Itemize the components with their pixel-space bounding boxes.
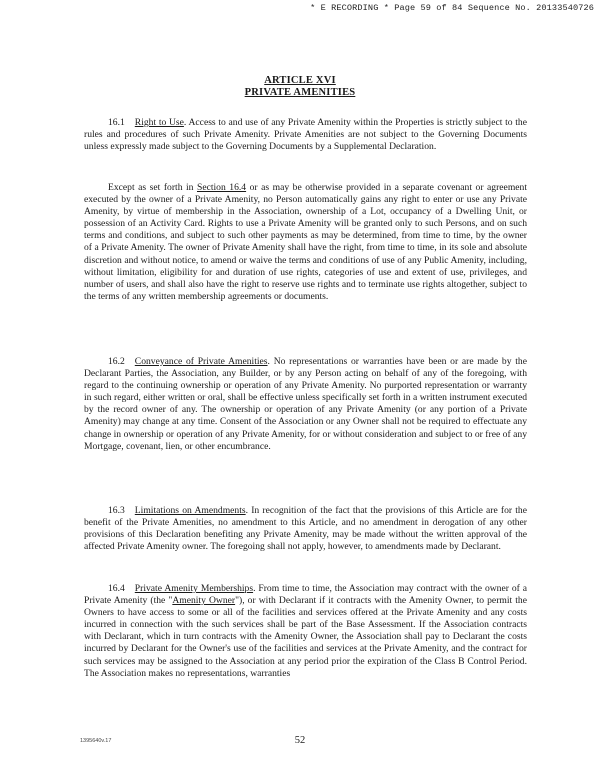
document-id: 1395640v.17 <box>80 738 112 744</box>
section-heading: Private Amenity Memberships <box>134 583 254 594</box>
defined-term: Amenity Owner <box>172 595 236 607</box>
section-16-1 <box>84 117 527 153</box>
section-16-2 <box>84 356 527 453</box>
section-body: . In recognition of the fact that the provisions of this Article are for the benefit of the Private Amenities, no amendment to this Article, and no amendment in derogation of any other provisions of this Declaration benefiting any Private Amenity, may be made without the written approval of the affected Private Amenity owner. The foregoing shall not apply, however, to amendments made by Declarant. <box>84 505 527 553</box>
section-number: 16.4 <box>108 583 125 594</box>
section-16-4 <box>84 583 527 680</box>
section-body: . No representations or warranties have been or are made by the Declarant Parties, the Association, any Builder, or by any Person acting on behalf of any of the foregoing, with regard to the continuing ownership or operation of any Private Amenity. No purported representation or warranty in such regard, either written or oral, shall be effective unless specifically set forth in a written instrument executed by the record owner of any. The ownership or operation of any Private Amenity (or any portion of a Private Amenity) may change at any time. Consent of the Association or any Owner shall not be required to effectuate any change in ownership or operation of any Private Amenity, for or without consideration and subject to or free of any Mortgage, covenant, lien, or other encumbrance. <box>84 356 527 452</box>
article-number: ARTICLE XVI <box>264 75 336 86</box>
section-16-3 <box>84 505 527 553</box>
section-body-continued: "), or with Declarant if it contracts with the Amenity Owner, to permit the Owners to have access to some or all of the facilities and services offered at the Private Amenity and any costs incurred in connection with the such services shall be part of the Base Assessment. If the Association contracts with Declarant, which in turn contracts with the Amenity Owner, the Association shall pay to Declarant the costs incurred by Declarant for the Owner's use of the facilities and services at the Private Amenity, and the contract for such services may be assigned to the Association at any period prior the expiration of the Class B Control Period. The Association makes no representations, warranties <box>84 595 527 679</box>
section-body: or as may be otherwise provided in a separate covenant or agreement executed by the owner of a Private Amenity, no Person automatically gains any right to enter or use any Private Amenity, by virtue of membership in the Association, ownership of a Lot, occupancy of a Dwelling Unit, or possession of an Activity Card. Rights to use a Private Amenity will be granted only to such Persons, and on such terms and conditions, and subject to such other payments as may be determined, from time to time, by the owner of a Private Amenity. The owner of Private Amenity shall have the right, from time to time, in its sole and absolute discretion and without notice, to amend or waive the terms and conditions of use of any Public Amenity, including, without limitation, eligibility for and duration of use rights, categories of use and extent of use, privileges, and number of users, and shall also have the right to reserve use rights and to terminate use rights altogether, subject to the terms of any written membership agreements or documents. <box>84 182 528 302</box>
section-heading: Right to Use <box>134 117 184 128</box>
section-body: . Access to and use of any Private Amenity within the Properties is strictly subject to the rules and procedures of such Private Amenity. Private Amenities are not subject to the Governing Documents unless expressly made subject to the Governing Documents by a Supplemental Declaration. <box>84 117 527 153</box>
article-heading <box>0 75 600 99</box>
section-16-1-continued <box>84 182 527 303</box>
section-heading: Limitations on Amendments <box>134 505 246 516</box>
section-body-intro: Except as set forth in <box>108 182 197 193</box>
page-number: 52 <box>294 735 306 746</box>
section-number: 16.3 <box>108 505 125 516</box>
section-number: 16.2 <box>108 356 125 367</box>
section-reference: Section 16.4 <box>197 182 247 193</box>
section-body: . From time to time, the Association may contract with the owner of a Private Amenity (the " <box>84 583 528 607</box>
section-number: 16.1 <box>108 117 125 128</box>
section-heading: Conveyance of Private Amenities <box>134 356 268 367</box>
recording-header: * E RECORDING * Page 59 of 84 Sequence No. 20133540726 <box>310 3 594 13</box>
article-title: PRIVATE AMENITIES <box>244 87 356 98</box>
